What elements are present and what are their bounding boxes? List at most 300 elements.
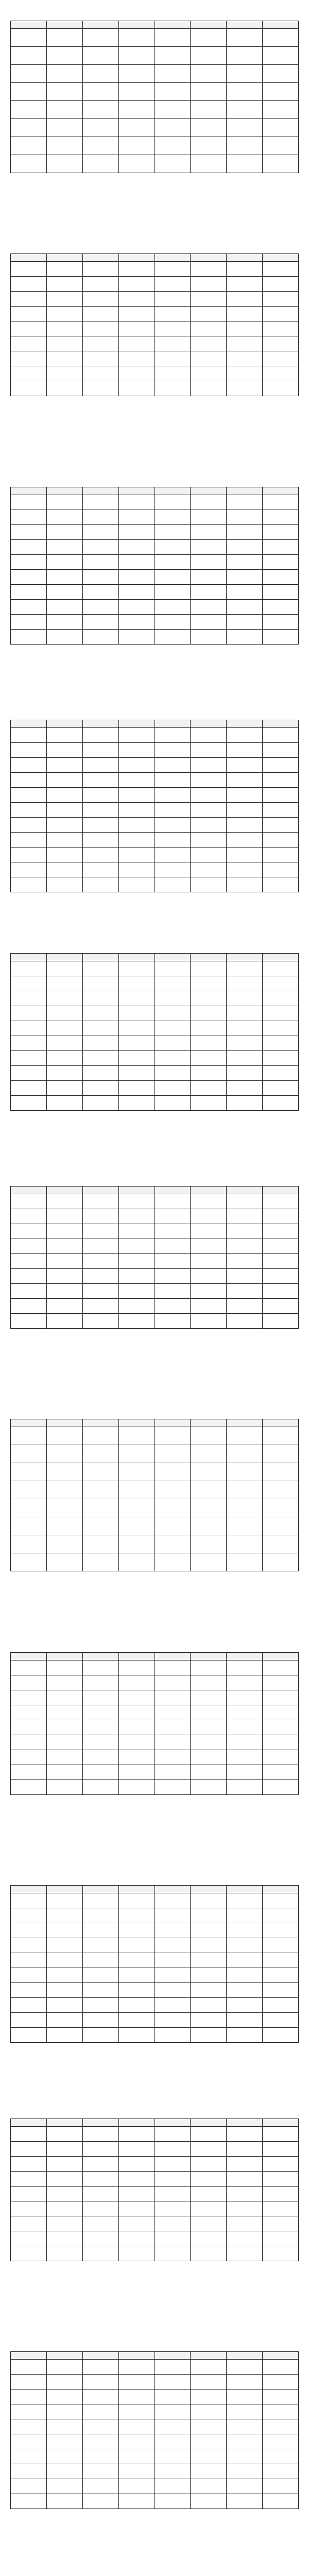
table-cell (154, 1313, 191, 1328)
table-cell (227, 2186, 263, 2201)
table-cell (191, 1998, 227, 2013)
table-row (11, 1313, 299, 1328)
table-cell (191, 1938, 227, 1953)
table-cell (263, 976, 299, 991)
table-cell (191, 2216, 227, 2231)
table-cell (154, 381, 191, 396)
table-cell (46, 1036, 82, 1050)
table-cell (118, 1006, 154, 1021)
table-cell (263, 510, 299, 524)
table-row (11, 728, 299, 743)
table-cell (227, 1968, 263, 1983)
table-cell (263, 262, 299, 277)
table-cell (263, 1209, 299, 1224)
table-cell (227, 1893, 263, 1908)
table-cell (154, 788, 191, 803)
column-header (118, 1652, 154, 1660)
table-cell (191, 29, 227, 47)
table-cell (227, 1239, 263, 1253)
table-cell (154, 1036, 191, 1050)
table-row (11, 833, 299, 848)
table-cell (263, 2231, 299, 2246)
table-cell (154, 1095, 191, 1110)
table-cell (82, 137, 118, 155)
table-row (11, 1050, 299, 1065)
table-cell (154, 1553, 191, 1571)
table-cell (82, 2359, 118, 2374)
table-cell (46, 2156, 82, 2171)
table-cell (154, 976, 191, 991)
table-cell (227, 1780, 263, 1794)
table-cell (46, 743, 82, 758)
table-cell (118, 1735, 154, 1750)
table-cell (191, 2404, 227, 2419)
table-cell (154, 2374, 191, 2389)
table-cell (11, 2479, 47, 2494)
table-cell (11, 539, 47, 554)
table-cell (46, 495, 82, 510)
column-header (227, 1652, 263, 1660)
table-row (11, 773, 299, 788)
table-cell (82, 2246, 118, 2261)
table-cell (118, 743, 154, 758)
table-cell (263, 2389, 299, 2404)
table-row (11, 277, 299, 292)
table-row (11, 262, 299, 277)
table-cell (82, 307, 118, 321)
table-cell (191, 1095, 227, 1110)
table-cell (11, 1445, 47, 1463)
column-header (227, 720, 263, 728)
table-cell (82, 599, 118, 614)
table-cell (82, 2374, 118, 2389)
table-cell (191, 321, 227, 336)
table-cell (11, 524, 47, 539)
table-cell (11, 1908, 47, 1923)
table-cell (118, 2028, 154, 2043)
table-row (11, 1983, 299, 1998)
table-cell (191, 65, 227, 83)
column-header (82, 1652, 118, 1660)
table-cell (154, 155, 191, 173)
table-cell (46, 2141, 82, 2156)
table-cell (191, 554, 227, 569)
table-cell (118, 788, 154, 803)
table-cell (191, 292, 227, 307)
table-cell (263, 1499, 299, 1517)
table-cell (118, 1675, 154, 1690)
table-cell (154, 803, 191, 818)
table-cell (46, 1006, 82, 1021)
table-cell (11, 1268, 47, 1283)
column-header (11, 2351, 47, 2359)
table-cell (191, 510, 227, 524)
table-cell (154, 1080, 191, 1095)
table-cell (227, 1095, 263, 1110)
column-header (118, 1186, 154, 1194)
table-cell (46, 1893, 82, 1908)
table-cell (46, 1209, 82, 1224)
column-header (11, 21, 47, 29)
table-cell (11, 277, 47, 292)
table-cell (263, 2171, 299, 2186)
table-cell (46, 2013, 82, 2028)
table-cell (154, 1953, 191, 1968)
table-cell (227, 1080, 263, 1095)
table-cell (11, 1313, 47, 1328)
table-cell (263, 155, 299, 173)
table-cell (46, 1720, 82, 1735)
column-header (263, 2351, 299, 2359)
table-header-row (11, 720, 299, 728)
table-cell (154, 321, 191, 336)
table-cell (263, 877, 299, 892)
column-header (191, 21, 227, 29)
column-header (227, 2119, 263, 2126)
table-cell (11, 1224, 47, 1239)
table-cell (191, 1427, 227, 1445)
table-cell (263, 47, 299, 65)
table-cell (82, 2494, 118, 2509)
table-cell (227, 788, 263, 803)
table-cell (11, 65, 47, 83)
table-cell (82, 2171, 118, 2186)
table-cell (82, 351, 118, 366)
table-cell (227, 321, 263, 336)
table-cell (191, 155, 227, 173)
table-cell (46, 1239, 82, 1253)
table-cell (263, 961, 299, 976)
table-cell (118, 83, 154, 101)
column-header (82, 1886, 118, 1893)
table-cell (11, 2216, 47, 2231)
table-cell (118, 2419, 154, 2434)
table-cell (154, 2494, 191, 2509)
table-cell (191, 1908, 227, 1923)
table-cell (263, 614, 299, 629)
table-cell (263, 524, 299, 539)
table-cell (191, 614, 227, 629)
table-cell (263, 1036, 299, 1050)
column-header (11, 953, 47, 961)
table-cell (118, 2479, 154, 2494)
table-cell (263, 65, 299, 83)
table-cell (263, 991, 299, 1006)
table-cell (11, 818, 47, 833)
table-cell (118, 961, 154, 976)
table-cell (263, 1968, 299, 1983)
page-title (62, 1642, 247, 1649)
table-cell (191, 1313, 227, 1328)
table-cell (46, 1780, 82, 1794)
table-cell (263, 1908, 299, 1923)
table-cell (154, 1908, 191, 1923)
table-cell (263, 1517, 299, 1535)
document-page (0, 1632, 309, 1865)
table-cell (227, 2434, 263, 2449)
table-cell (118, 629, 154, 644)
table-cell (82, 2201, 118, 2216)
table-cell (11, 2171, 47, 2186)
table-cell (191, 2374, 227, 2389)
table-cell (263, 1253, 299, 1268)
table-row (11, 788, 299, 803)
table-cell (118, 539, 154, 554)
table-cell (227, 1283, 263, 1298)
table-cell (46, 599, 82, 614)
table-cell (191, 2449, 227, 2464)
table-cell (227, 599, 263, 614)
table-cell (82, 1283, 118, 1298)
column-header (82, 2351, 118, 2359)
table-cell (263, 758, 299, 773)
table-cell (11, 1427, 47, 1445)
table-cell (46, 155, 82, 173)
table-cell (11, 1660, 47, 1675)
table-cell (227, 862, 263, 877)
page-title (62, 243, 247, 250)
table-row (11, 2171, 299, 2186)
table-row (11, 629, 299, 644)
table-cell (46, 2449, 82, 2464)
table-cell (154, 2404, 191, 2419)
table-row (11, 1194, 299, 1209)
table-cell (263, 2156, 299, 2171)
table-cell (191, 584, 227, 599)
table-cell (82, 47, 118, 65)
table-cell (191, 2028, 227, 2043)
table-cell (118, 2013, 154, 2028)
table-cell (46, 833, 82, 848)
table-cell (263, 495, 299, 510)
table-cell (154, 2141, 191, 2156)
table-cell (118, 1209, 154, 1224)
record-table (10, 720, 299, 892)
table-cell (191, 495, 227, 510)
table-cell (154, 495, 191, 510)
table-cell (46, 2404, 82, 2419)
table-cell (227, 1427, 263, 1445)
table-cell (154, 991, 191, 1006)
table-cell (191, 336, 227, 351)
table-cell (82, 1268, 118, 1283)
table-cell (46, 137, 82, 155)
record-table (10, 1186, 299, 1329)
table-cell (154, 539, 191, 554)
document-page (0, 233, 309, 466)
table-cell (11, 1923, 47, 1938)
column-header (46, 21, 82, 29)
table-cell (11, 1735, 47, 1750)
document-page (0, 1398, 309, 1631)
table-row (11, 2156, 299, 2171)
table-header-row (11, 1186, 299, 1194)
table-cell (82, 1006, 118, 1021)
table-cell (118, 2494, 154, 2509)
table-cell (191, 1209, 227, 1224)
table-cell (46, 614, 82, 629)
table-cell (154, 101, 191, 119)
table-cell (11, 1780, 47, 1794)
table-cell (191, 629, 227, 644)
table-cell (227, 629, 263, 644)
column-header (118, 720, 154, 728)
table-cell (227, 2449, 263, 2464)
table-cell (11, 961, 47, 976)
table-cell (82, 366, 118, 381)
table-cell (191, 569, 227, 584)
table-cell (118, 976, 154, 991)
table-cell (227, 758, 263, 773)
table-cell (11, 119, 47, 137)
table-cell (191, 1765, 227, 1780)
table-cell (82, 1253, 118, 1268)
table-cell (118, 1283, 154, 1298)
table-cell (118, 1298, 154, 1313)
column-header (11, 1652, 47, 1660)
table-header-row (11, 1419, 299, 1427)
table-cell (227, 29, 263, 47)
table-cell (11, 728, 47, 743)
column-header (263, 953, 299, 961)
table-cell (154, 1780, 191, 1794)
table-cell (82, 2126, 118, 2141)
table-cell (191, 1224, 227, 1239)
table-cell (191, 2013, 227, 2028)
table-row (11, 1427, 299, 1445)
table-cell (154, 292, 191, 307)
table-cell (191, 119, 227, 137)
table-cell (154, 2479, 191, 2494)
table-cell (227, 277, 263, 292)
table-cell (11, 1253, 47, 1268)
table-cell (191, 1268, 227, 1283)
table-row (11, 1765, 299, 1780)
table-cell (191, 728, 227, 743)
table-cell (82, 1499, 118, 1517)
table-cell (82, 1908, 118, 1923)
table-cell (11, 1463, 47, 1481)
table-cell (263, 599, 299, 614)
table-cell (263, 1720, 299, 1735)
table-cell (263, 569, 299, 584)
table-cell (11, 155, 47, 173)
table-cell (46, 2479, 82, 2494)
table-cell (118, 137, 154, 155)
table-cell (11, 1036, 47, 1050)
page-title (62, 1409, 247, 1416)
table-cell (191, 2141, 227, 2156)
table-cell (46, 2374, 82, 2389)
page-title (62, 2574, 247, 2576)
column-header (118, 2351, 154, 2359)
record-table (10, 953, 299, 1111)
table-cell (227, 1209, 263, 1224)
table-cell (154, 137, 191, 155)
table-cell (11, 29, 47, 47)
table-cell (118, 336, 154, 351)
table-row (11, 1239, 299, 1253)
table-cell (227, 1006, 263, 1021)
table-cell (82, 381, 118, 396)
table-cell (82, 2141, 118, 2156)
table-cell (118, 1705, 154, 1720)
table-cell (263, 539, 299, 554)
table-cell (263, 1765, 299, 1780)
table-cell (46, 1253, 82, 1268)
table-cell (11, 307, 47, 321)
table-cell (263, 1893, 299, 1908)
page-title (62, 2341, 247, 2348)
table-cell (11, 599, 47, 614)
table-cell (263, 803, 299, 818)
table-cell (11, 1750, 47, 1765)
table-cell (11, 788, 47, 803)
table-cell (154, 1998, 191, 2013)
table-cell (227, 101, 263, 119)
table-cell (263, 83, 299, 101)
table-cell (46, 2231, 82, 2246)
table-cell (227, 83, 263, 101)
table-cell (118, 833, 154, 848)
table-cell (154, 1463, 191, 1481)
table-cell (263, 2126, 299, 2141)
table-cell (11, 877, 47, 892)
table-cell (118, 2359, 154, 2374)
table-cell (82, 1553, 118, 1571)
table-row (11, 292, 299, 307)
table-cell (191, 1953, 227, 1968)
table-cell (154, 1283, 191, 1298)
table-cell (118, 1080, 154, 1095)
table-row (11, 2434, 299, 2449)
table-cell (46, 321, 82, 336)
table-cell (227, 2359, 263, 2374)
table-cell (82, 614, 118, 629)
table-row (11, 321, 299, 336)
table-cell (227, 1720, 263, 1735)
table-cell (263, 1313, 299, 1328)
table-cell (227, 119, 263, 137)
table-cell (118, 818, 154, 833)
table-cell (227, 2216, 263, 2231)
table-cell (263, 2449, 299, 2464)
table-cell (46, 848, 82, 862)
table-cell (118, 1720, 154, 1735)
table-cell (154, 351, 191, 366)
table-row (11, 2404, 299, 2419)
table-cell (154, 1517, 191, 1535)
table-cell (227, 803, 263, 818)
table-cell (263, 1427, 299, 1445)
table-cell (118, 1481, 154, 1499)
table-cell (118, 366, 154, 381)
table-cell (191, 773, 227, 788)
table-cell (227, 1036, 263, 1050)
table-header-row (11, 21, 299, 29)
table-row (11, 1735, 299, 1750)
table-cell (191, 539, 227, 554)
table-cell (263, 818, 299, 833)
table-cell (11, 2494, 47, 2509)
table-cell (154, 366, 191, 381)
table-cell (227, 1750, 263, 1765)
record-table (10, 1885, 299, 2043)
table-cell (118, 728, 154, 743)
table-cell (227, 584, 263, 599)
table-cell (11, 381, 47, 396)
table-cell (118, 321, 154, 336)
